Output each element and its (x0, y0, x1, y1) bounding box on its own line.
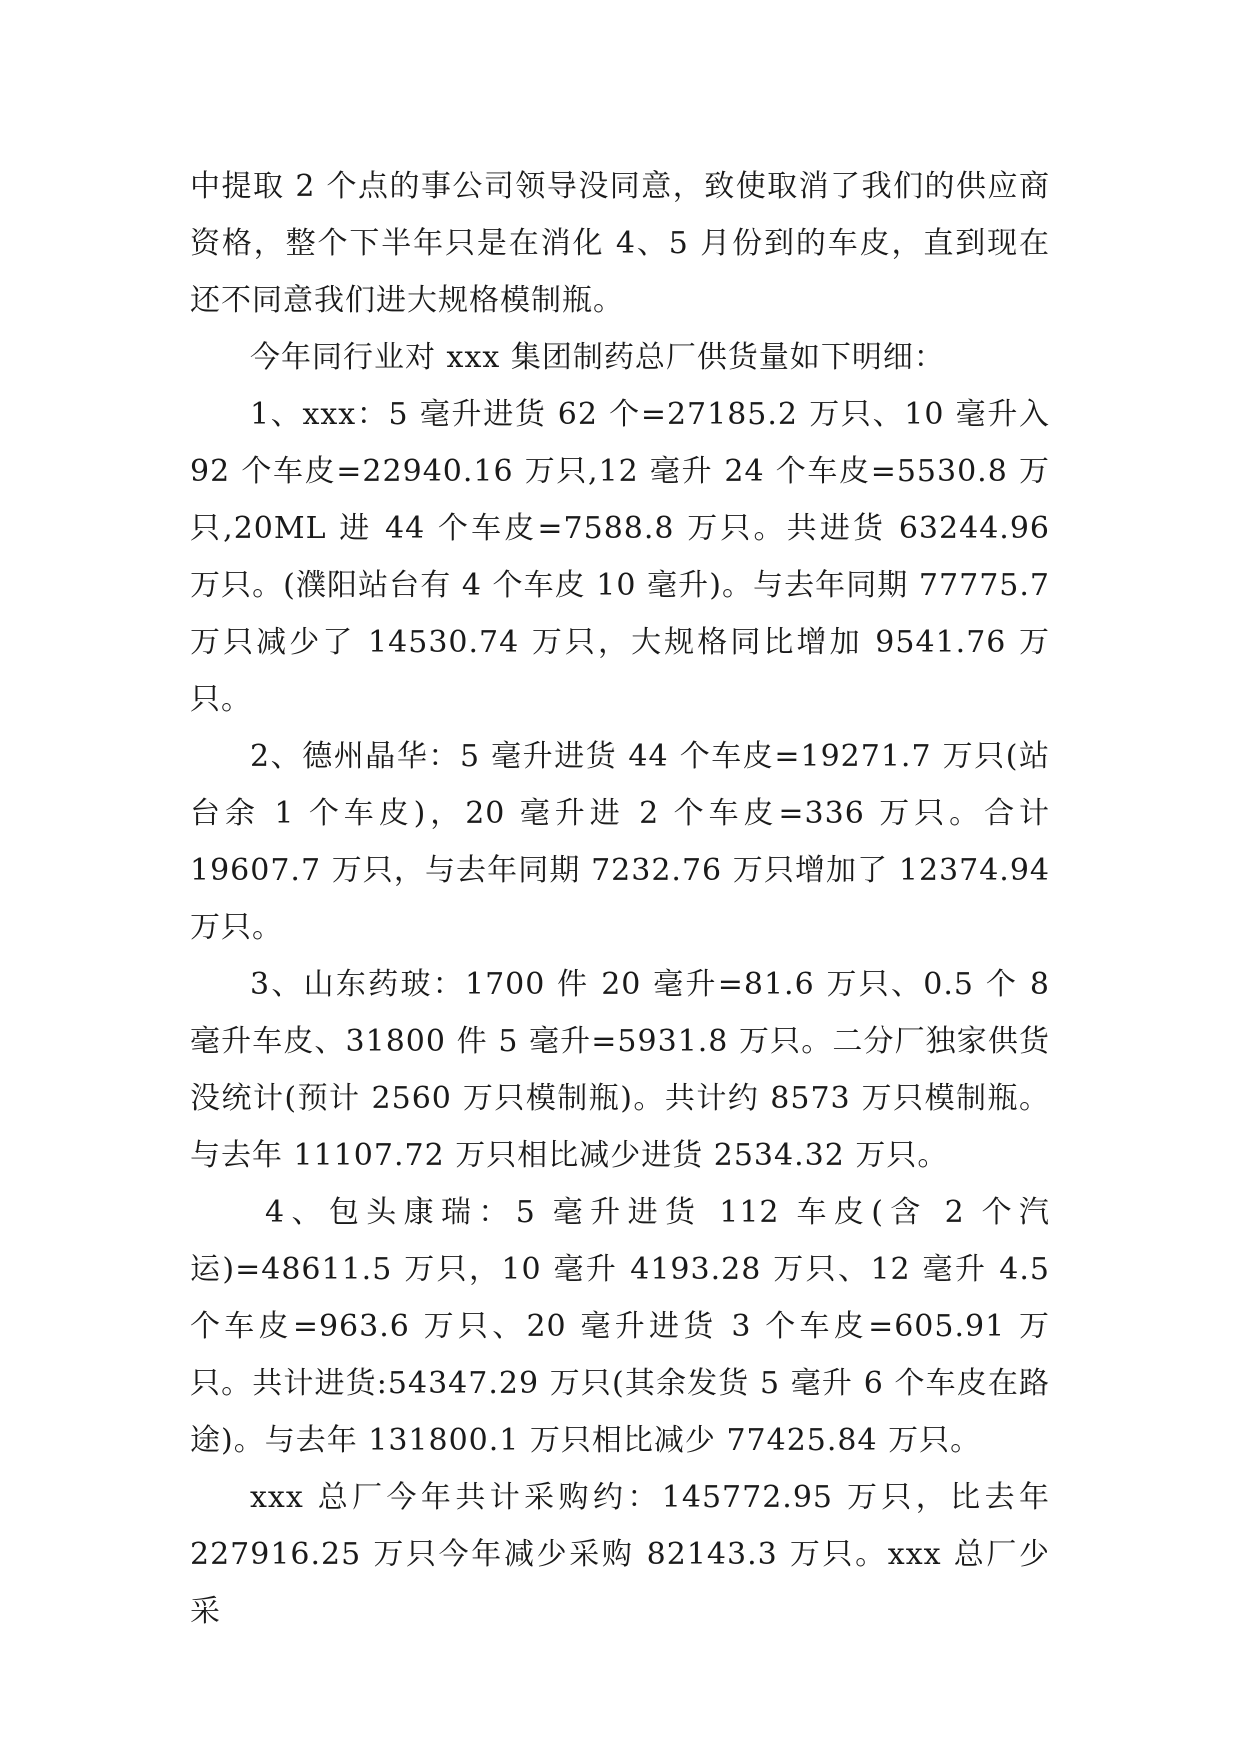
paragraph-item-1: 1、xxx：5 毫升进货 62 个=27185.2 万只、10 毫升入 92 个车皮=22940.16 万只,12 毫升 24 个车皮=5530.8 万只,20ML 进 44 个车皮=7588.8 万只。共进货 63244.96 万只。(濮阳站台有 4 个车皮 10 毫升)。与去年同期 77775.7 万只减少了 14530.74 万只，大规格同比增加 9541.76 万只。 (190, 397, 1050, 717)
paragraph-item-2: 2、德州晶华：5 毫升进货 44 个车皮=19271.7 万只(站台余 1 个车皮)，20 毫升进 2 个车皮=336 万只。合计 19607.7 万只，与去年同期 7232.76 万只增加了 12374.94 万只。 (190, 739, 1050, 945)
paragraph-item-3: 3、山东药玻：1700 件 20 毫升=81.6 万只、0.5 个 8 毫升车皮、31800 件 5 毫升=5931.8 万只。二分厂独家供货没统计(预计 2560 万只模制瓶)。共计约 8573 万只模制瓶。与去年 11107.72 万只相比减少进货 2534.32 万只。 (190, 967, 1050, 1173)
paragraph-continuation: 中提取 2 个点的事公司领导没同意，致使取消了我们的供应商资格，整个下半年只是在消化 4、5 月份到的车皮，直到现在还不同意我们进大规格模制瓶。 (190, 169, 1050, 318)
paragraph-summary: xxx 总厂今年共计采购约：145772.95 万只，比去年 227916.25 万只今年减少采购 82143.3 万只。xxx 总厂少采 (190, 1480, 1050, 1629)
document-body (190, 158, 1050, 1640)
paragraph-intro: 今年同行业对 xxx 集团制药总厂供货量如下明细： (250, 340, 945, 375)
paragraph-item-4: 4、包头康瑞：5 毫升进货 112 车皮(含 2 个汽运)=48611.5 万只，10 毫升 4193.28 万只、12 毫升 4.5 个车皮=963.6 万只、20 毫升进货 3 个车皮=605.91 万只。共计进货:54347.29 万只(其余发货 5 毫升 6 个车皮在路途)。与去年 131800.1 万只相比减少 77425.84 万只。 (190, 1195, 1050, 1458)
